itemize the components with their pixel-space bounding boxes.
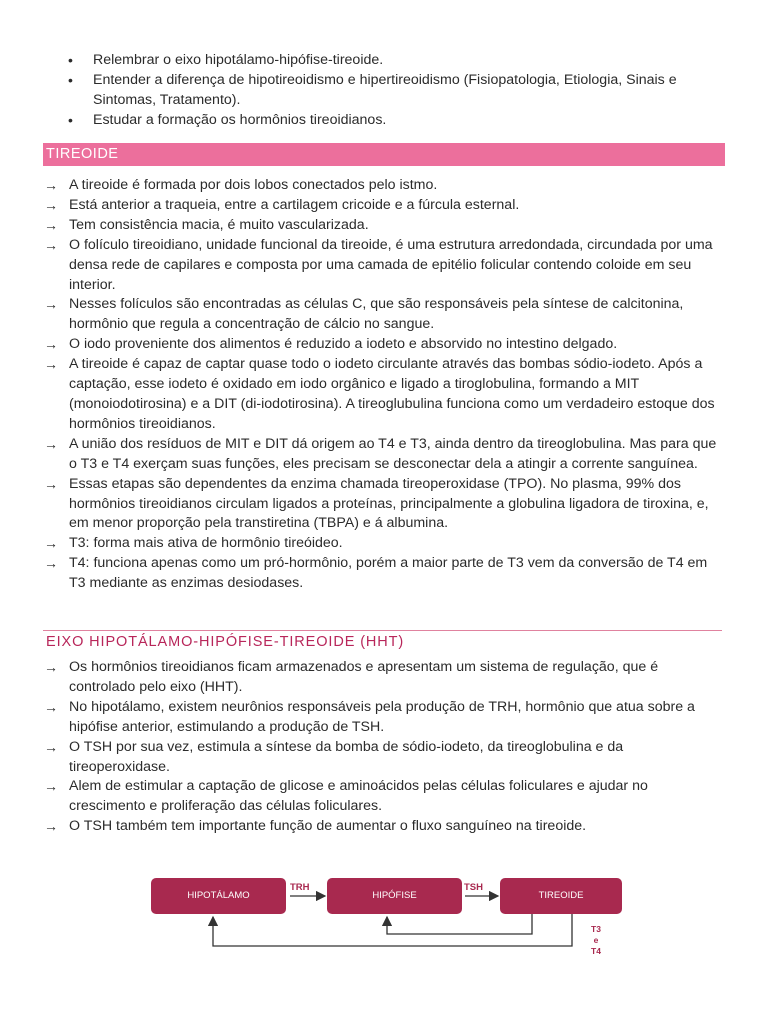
arrow-icon: →	[44, 196, 58, 213]
list-item	[44, 176, 724, 196]
box-tireoide: TIREOIDE	[500, 878, 622, 914]
tireoide-list	[44, 176, 724, 594]
list-item-text: Nesses folículos são encontradas as células C, que são responsáveis pela síntese de calcitonina, hormônio que regula a concentração de cálcio no sangue.	[69, 296, 684, 333]
section-heading-eixo-hht: EIXO HIPOTÁLAMO-HIPÓFISE-TIREOIDE (HHT)	[46, 634, 405, 650]
output-e: e	[593, 935, 599, 945]
box-hipotalamo: HIPOTÁLAMO	[151, 878, 286, 914]
output-t3: T3	[591, 924, 601, 934]
arrow-icon: →	[44, 475, 58, 492]
list-item	[44, 738, 724, 778]
output-hormones	[587, 924, 605, 957]
list-item-text: A tireoide é formada por dois lobos conectados pelo istmo.	[69, 177, 438, 193]
list-item-text: Está anterior a traqueia, entre a cartilagem cricoide e a fúrcula esternal.	[69, 196, 520, 213]
list-item-text: A tireoide é capaz de captar quase todo o iodeto circulante através das bombas sódio-iodeto. Após a captação, esse iodeto é oxidado em iodo orgânico e ligado a tiroglobulina, formando a MIT (monoiodotirosina) e a DIT (di-iodotirosina). A tireoglubulina funciona como um verdadeiro estoque dos hormônios tireoidianos.	[69, 356, 715, 432]
arrow-icon: →	[44, 236, 58, 253]
list-item	[44, 777, 724, 817]
intro-bullet: • Estudar a formação os hormônios tireoidianos.	[68, 110, 728, 130]
label-trh: TRH	[290, 882, 310, 893]
list-item	[44, 435, 724, 475]
intro-bullet: • Relembrar o eixo hipotálamo-hipófise-tireoide.	[68, 50, 728, 70]
arrow-icon: →	[44, 216, 58, 233]
list-item	[44, 475, 724, 535]
arrow-icon: →	[44, 555, 58, 572]
section-heading-tireoide: TIREOIDE	[43, 143, 725, 166]
label-tsh: TSH	[464, 882, 483, 893]
list-item-text: T3: forma mais ativa de hormônio tireóideo.	[69, 535, 343, 552]
list-item-text: O folículo tireoidiano, unidade funcional da tireoide, é uma estrutura arredondada, circundada por uma densa rede de capilares e composta por uma camada de epitélio folicular contendo coloide em seu interior.	[69, 236, 713, 293]
list-item	[44, 236, 724, 296]
list-item	[44, 534, 724, 554]
list-item	[44, 817, 724, 837]
list-item	[44, 658, 724, 698]
intro-bullet: • Entender a diferença de hipotireoidismo e hipertireoidismo (Fisiopatologia, Etiologia, Sinais e Sintomas, Tratamento).	[68, 70, 728, 110]
list-item-text: No hipotálamo, existem neurônios responsáveis pela produção de TRH, hormônio que atua sobre a hipófise anterior, estimulando a produção de TSH.	[69, 698, 695, 735]
arrow-icon: →	[44, 356, 58, 373]
section-divider	[43, 630, 722, 631]
arrow-icon: →	[44, 535, 58, 552]
list-item-text: Os hormônios tireoidianos ficam armazenados e apresentam um sistema de regulação, que é controlado pelo eixo (HHT).	[69, 659, 659, 695]
arrow-icon: →	[44, 698, 58, 715]
feedback-to-hipotalamo	[213, 914, 572, 946]
list-item-text: Tem consistência macia, é muito vascularizada.	[69, 216, 369, 233]
arrow-icon: →	[44, 177, 58, 193]
hht-axis-diagram	[140, 870, 640, 970]
arrow-icon: →	[44, 435, 58, 452]
list-item-text: Alem de estimular a captação de glicose e aminoácidos pelas células foliculares e ajudar no crescimento e proliferação das células foliculares.	[69, 778, 648, 815]
list-item-text: A união dos resíduos de MIT e DIT dá origem ao T4 e T3, ainda dentro da tireoglobulina. Mas para que o T3 e T4 exerçam suas funções, eles precisam se desconectar dela a atingir a corrente sanguínea.	[69, 435, 717, 472]
list-item	[44, 698, 724, 738]
intro-bullet-list	[68, 50, 728, 130]
arrow-icon: →	[44, 296, 58, 313]
list-item	[44, 335, 724, 355]
list-item	[44, 196, 724, 216]
list-item-text: O iodo proveniente dos alimentos é reduzido a iodeto e absorvido no intestino delgado.	[69, 336, 618, 353]
arrow-icon: →	[44, 659, 58, 675]
arrow-icon: →	[44, 336, 58, 353]
list-item	[44, 554, 724, 594]
eixo-hht-list	[44, 658, 724, 837]
list-item	[44, 216, 724, 236]
list-item-text: T4: funciona apenas como um pró-hormônio, porém a maior parte de T3 vem da conversão de T4 em T3 mediante as enzimas desiodases.	[69, 555, 708, 592]
feedback-to-hipofise	[387, 914, 532, 934]
output-t4: T4	[591, 946, 601, 956]
list-item	[44, 355, 724, 435]
list-item-text: Essas etapas são dependentes da enzima chamada tireoperoxidase (TPO). No plasma, 99% dos hormônios tireoidianos circulam ligados a proteínas, principalmente a globulina ligadora de tiroxina, e, em menor proporção pela transtiretina (TBPA) e á albumina.	[69, 475, 709, 532]
list-item	[44, 295, 724, 335]
arrow-icon: →	[44, 738, 58, 755]
list-item-text: O TSH por sua vez, estimula a síntese da bomba de sódio-iodeto, da tireoglobulina e da tireoperoxidase.	[69, 738, 624, 775]
list-item-text: O TSH também tem importante função de aumentar o fluxo sanguíneo na tireoide.	[69, 818, 587, 835]
arrow-icon: →	[44, 778, 58, 795]
box-hipofise: HIPÓFISE	[327, 878, 462, 914]
arrow-icon: →	[44, 818, 58, 835]
